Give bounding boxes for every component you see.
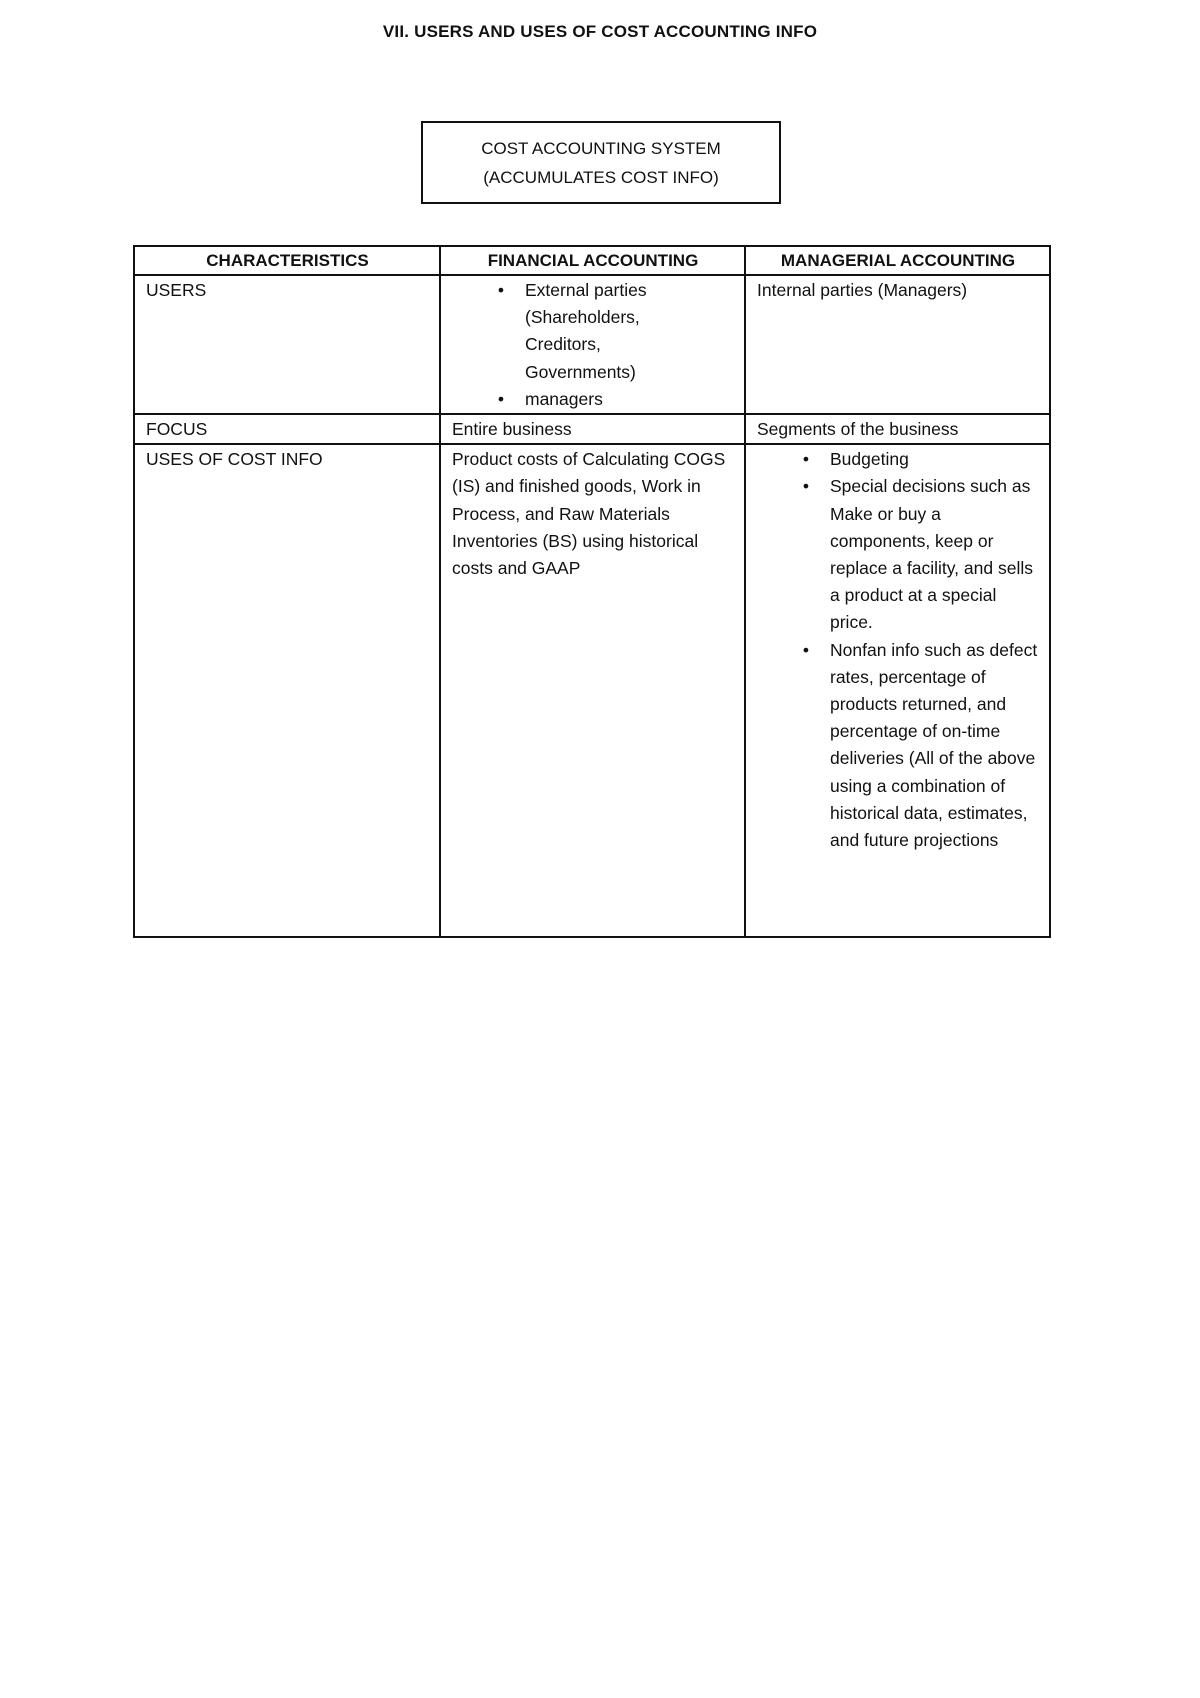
focus-label: FOCUS: [134, 414, 440, 444]
users-financial: [440, 275, 745, 414]
table-header-row: [134, 246, 1050, 275]
list-item-text: Special decisions such as Make or buy a components, keep or replace a facility, and sells a product at a special price.: [830, 476, 1033, 633]
list-item-text: External parties (Shareholders, Creditors, Governments): [525, 280, 647, 382]
bullet-icon: •: [802, 449, 810, 470]
list-item: [452, 386, 734, 413]
uses-financial: Product costs of Calculating COGS (IS) and finished goods, Work in Process, and Raw Materials Inventories (BS) using historical costs and GAAP: [440, 444, 745, 937]
uses-managerial: [745, 444, 1050, 937]
header-managerial-accounting: MANAGERIAL ACCOUNTING: [745, 246, 1050, 275]
bullet-icon: •: [802, 639, 810, 660]
comparison-table: [133, 245, 1051, 938]
table-row-uses: [134, 444, 1050, 937]
users-managerial: Internal parties (Managers): [745, 275, 1050, 414]
bullet-icon: •: [802, 476, 810, 497]
list-item-text: Nonfan info such as defect rates, percentage of products returned, and percentage of on-time deliveries (All of the above using a combination of historical data, estimates, and future projections: [830, 639, 1038, 851]
table-row-users: [134, 275, 1050, 414]
cost-accounting-system-box: [421, 121, 781, 204]
bullet-icon: •: [497, 388, 505, 409]
bullet-icon: •: [497, 280, 505, 300]
header-financial-accounting: FINANCIAL ACCOUNTING: [440, 246, 745, 275]
focus-financial: Entire business: [440, 414, 745, 444]
header-characteristics: CHARACTERISTICS: [134, 246, 440, 275]
table-row-focus: [134, 414, 1050, 444]
list-item: [757, 446, 1039, 473]
list-item: [757, 473, 1039, 636]
system-box-line-2: (ACCUMULATES COST INFO): [483, 167, 719, 187]
page-title: VII. USERS AND USES OF COST ACCOUNTING INFO: [382, 22, 818, 41]
list-item-text: Budgeting: [830, 449, 909, 470]
users-financial-list: [452, 277, 734, 413]
focus-managerial: Segments of the business: [745, 414, 1050, 444]
users-label: USERS: [134, 275, 440, 414]
list-item: [757, 637, 1039, 855]
list-item-text: managers: [525, 388, 603, 409]
uses-label: USES OF COST INFO: [134, 444, 440, 937]
list-item: [452, 277, 734, 386]
uses-managerial-list: [757, 446, 1039, 854]
system-box-line-1: COST ACCOUNTING SYSTEM: [481, 138, 721, 158]
